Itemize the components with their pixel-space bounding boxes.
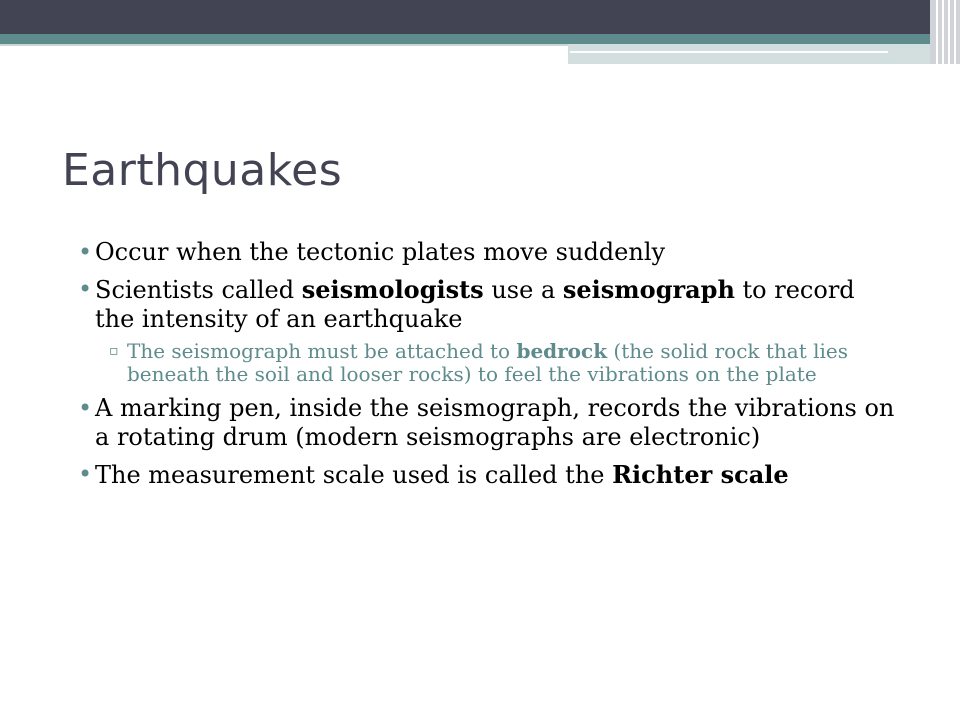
bullet-term: Richter scale — [612, 460, 789, 489]
header-banner-block — [568, 44, 930, 64]
bullet-text: Scientists called — [95, 276, 302, 304]
sub-bullet-text: The seismograph must be attached to — [127, 339, 517, 363]
header-stripe — [942, 0, 944, 64]
sub-bullet-list — [109, 340, 898, 386]
bullet-term: seismograph — [562, 275, 735, 304]
header-stripe — [936, 0, 938, 64]
bullet-list — [78, 238, 898, 498]
bullet-text: use a — [483, 276, 563, 304]
header-banner-teal — [0, 34, 930, 44]
sub-bullet-item — [109, 340, 898, 386]
bullet-text: The measurement scale used is called the — [95, 461, 613, 489]
bullet-item — [78, 275, 898, 386]
header-stripe — [954, 0, 956, 64]
bullet-item — [78, 394, 898, 452]
bullet-item — [78, 238, 898, 267]
header-banner-white-line — [570, 51, 888, 53]
sub-bullet-term: bedrock — [516, 339, 608, 363]
sub-bullet-text: (the solid rock that lies beneath the soil and looser rocks) to feel the vibrations on the plate — [127, 339, 848, 386]
bullet-text: to record the intensity of an earthquake — [95, 276, 855, 333]
header-banner-right — [930, 0, 960, 64]
bullet-item — [78, 460, 898, 490]
bullet-text: Occur when the tectonic plates move suddenly — [95, 238, 666, 266]
slide-title: Earthquakes — [62, 145, 343, 196]
header-stripe — [948, 0, 950, 64]
header-banner-dark — [0, 0, 930, 34]
bullet-text: A marking pen, inside the seismograph, records the vibrations on a rotating drum (modern seismographs are electronic) — [95, 394, 895, 451]
bullet-term: seismologists — [301, 275, 484, 304]
